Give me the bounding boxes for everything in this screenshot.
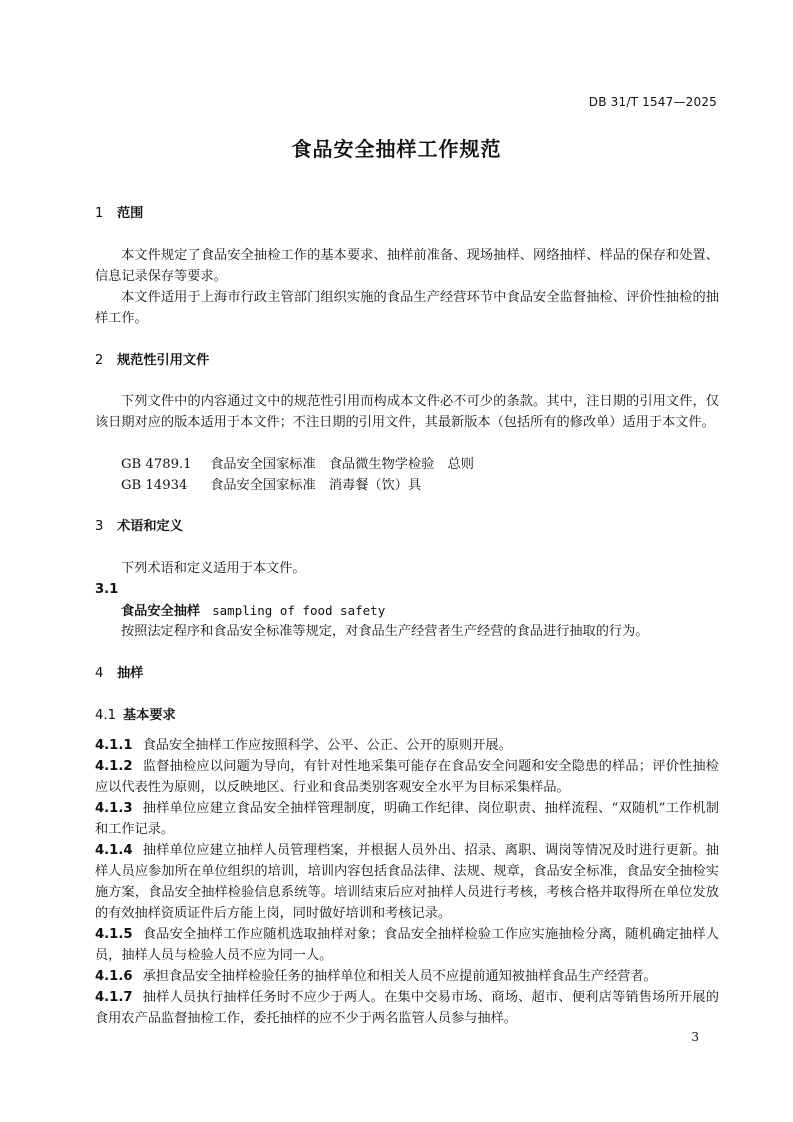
term-english: sampling of food safety [212,603,386,618]
term-entry [121,600,385,622]
section-title: 规范性引用文件 [117,353,210,368]
section-title: 抽样 [117,666,144,681]
clause-number: 4.1.1 [95,738,133,753]
clause-text: 食品安全抽样工作应随机选取抽样对象；食品安全抽样检验工作应实施抽检分离，随机确定抽样人员，抽样人员与检验人员不应为同一人。 [95,927,719,963]
clause-4-1-5 [95,924,719,966]
document-title: 食品安全抽样工作规范 [291,137,502,161]
section-2-heading [95,350,209,371]
clause-text: 抽样单位应建立抽样人员管理档案，并根据人员外出、招录、离职、调岗等情况及时进行更新。抽样人员应参加所在单位组织的培训，培训内容包括食品法律、法规、规章，食品安全标准，食品安全抽检实施方案，食品安全抽样检验信息系统等。培训结束后应对抽样人员进行考核，考核合格并取得所在单位发放的有效抽样资质证件后方能上岗，同时做好培训和考核记录。 [95,843,719,921]
reference-item [121,454,474,475]
clause-number: 4.1.6 [95,969,133,984]
clause-number: 4.1.4 [95,843,133,858]
reference-code: GB 4789.1 [121,457,192,472]
section-number: 2 [95,353,104,368]
section-title: 术语和定义 [117,519,183,534]
clause-text: 食品安全抽样工作应按照科学、公平、公正、公开的原则开展。 [142,738,512,753]
clause-4-1-1 [95,735,719,756]
clause-text: 抽样人员执行抽样任务时不应少于两人。在集中交易市场、商场、超市、便利店等销售场所开展的食用农产品监督抽检工作，委托抽样的应不少于两名监管人员参与抽样。 [95,990,719,1026]
section-3-heading [95,516,183,537]
subsection-number: 4.1 [95,708,116,723]
clause-4-1-7 [95,987,719,1029]
section-4-heading [95,663,143,684]
term-definition: 按照法定程序和食品安全标准等规定，对食品生产经营者生产经营的食品进行抽取的行为。 [121,624,649,639]
clause-text: 抽样单位应建立食品安全抽样管理制度，明确工作纪律、岗位职责、抽样流程、“双随机”工作机制和工作记录。 [95,801,719,837]
section-number: 3 [95,519,104,534]
clause-4-1-4 [95,840,719,924]
page-number: 3 [691,1030,699,1044]
subsection-title: 基本要求 [123,708,176,723]
clause-text: 承担食品安全抽样检验任务的抽样单位和相关人员不应提前通知被抽样食品生产经营者。 [142,969,657,984]
section-1-paragraph-2: 本文件适用于上海市行政主管部门组织实施的食品生产经营环节中食品安全监督抽检、评价性抽检的抽样工作。 [95,290,719,326]
standard-code: DB 31/T 1547—2025 [588,95,717,109]
reference-item [121,475,421,496]
section-3-paragraph-1: 下列术语和定义适用于本文件。 [121,561,306,576]
subsection-4-1-heading [95,705,176,726]
clause-4-1-6 [95,966,719,987]
reference-title: 食品安全国家标准 消毒餐（饮）具 [210,478,422,493]
term-number: 3.1 [95,582,119,597]
clause-number: 4.1.7 [95,990,133,1005]
term-chinese: 食品安全抽样 [121,604,201,619]
clause-number: 4.1.3 [95,801,133,816]
section-number: 4 [95,666,104,681]
section-2-paragraph-1: 下列文件中的内容通过文中的规范性引用而构成本文件必不可少的条款。其中，注日期的引用文件，仅该日期对应的版本适用于本文件；不注日期的引用文件，其最新版本（包括所有的修改单）适用于本文件。 [95,394,719,430]
reference-title: 食品安全国家标准 食品微生物学检验 总则 [210,457,474,472]
clause-4-1-2 [95,756,719,798]
clause-number: 4.1.2 [95,759,133,774]
reference-code: GB 14934 [121,478,188,493]
clause-4-1-3 [95,798,719,840]
clause-text: 监督抽检应以问题为导向，有针对性地采集可能存在食品安全问题和安全隐患的样品；评价性抽检应以代表性为原则，以反映地区、行业和食品类别客观安全水平为目标采集样品。 [95,759,719,795]
section-number: 1 [95,206,104,221]
section-1-paragraph-1: 本文件规定了食品安全抽检工作的基本要求、抽样前准备、现场抽样、网络抽样、样品的保存和处置、信息记录保存等要求。 [95,248,719,284]
clause-number: 4.1.5 [95,927,133,942]
section-title: 范围 [117,206,144,221]
section-1-heading [95,203,143,224]
